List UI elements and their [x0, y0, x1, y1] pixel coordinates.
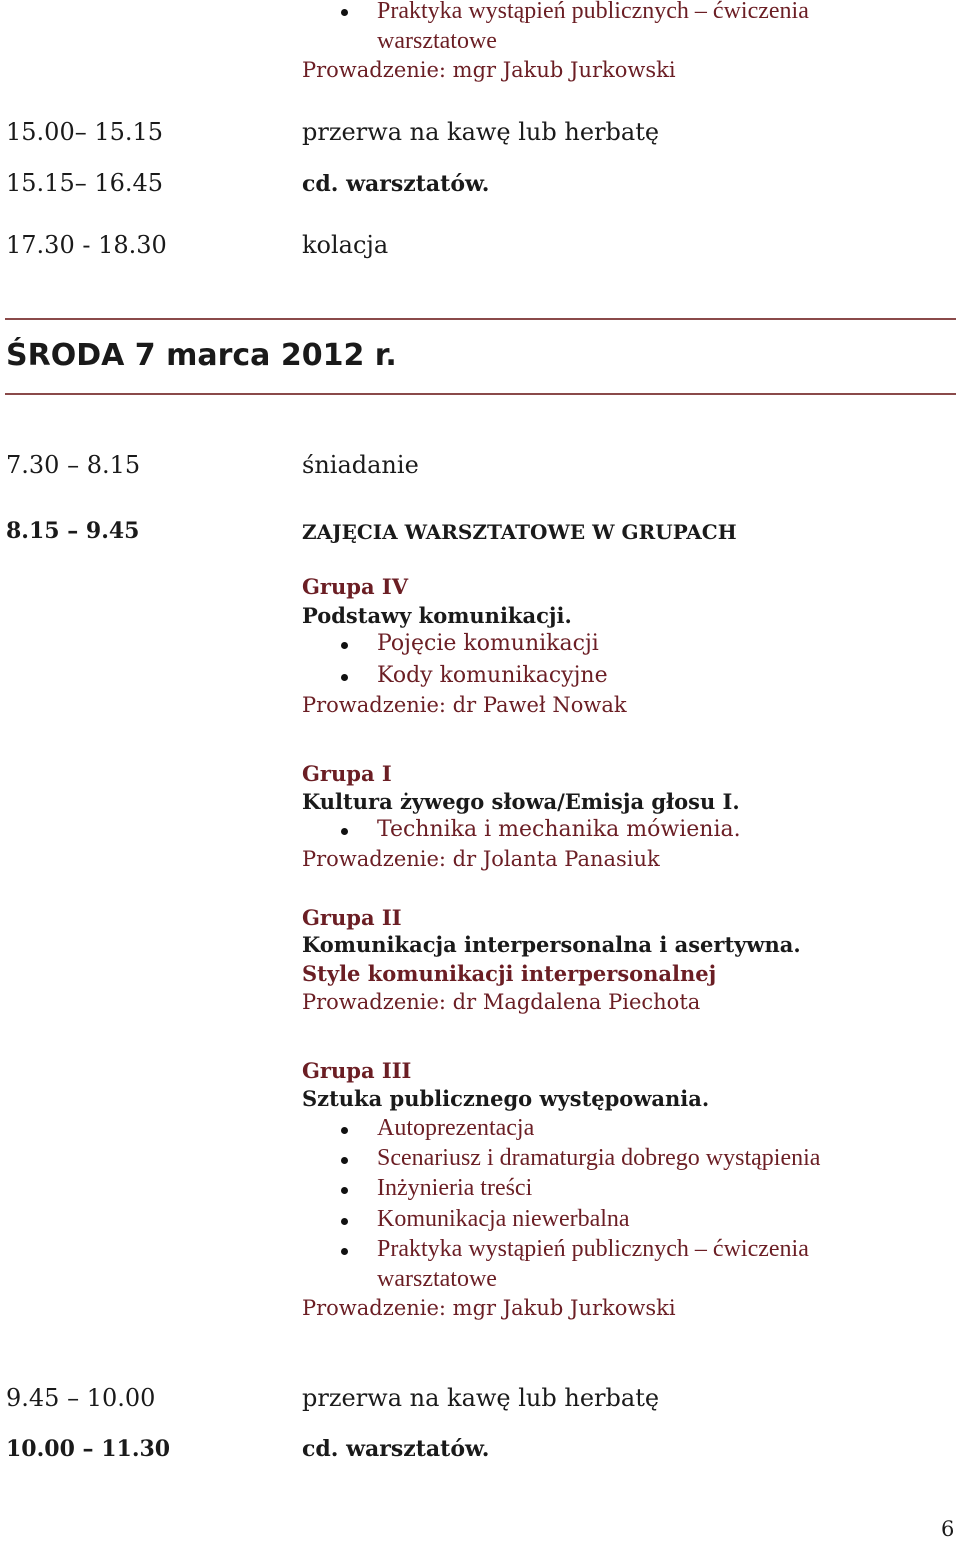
list-item-continuation: warsztatowe: [377, 28, 497, 54]
leader-text: Prowadzenie: mgr Jakub Jurkowski: [302, 1296, 676, 1320]
schedule-activity: cd. warsztatów.: [302, 1436, 490, 1462]
bullet-marker: [341, 1157, 348, 1164]
bullet-marker: [341, 1248, 348, 1255]
list-item: Praktyka wystąpień publicznych – ćwiczenia: [377, 1236, 809, 1262]
schedule-time: 7.30 – 8.15: [6, 451, 141, 479]
list-item: Scenariusz i dramaturgia dobrego wystąpienia: [377, 1145, 821, 1171]
page-number: 6: [941, 1517, 955, 1541]
schedule-activity: cd. warsztatów.: [302, 171, 490, 197]
list-item: Inżynieria treści: [377, 1175, 533, 1201]
bullet-marker: [341, 1218, 348, 1225]
group-label: Grupa IV: [302, 574, 408, 599]
group-title: Podstawy komunikacji.: [302, 603, 572, 628]
leader-text: Prowadzenie: mgr Jakub Jurkowski: [302, 58, 676, 82]
list-item: Praktyka wystąpień publicznych – ćwiczenia: [377, 0, 809, 24]
leader-text: Prowadzenie: dr Magdalena Piechota: [302, 990, 701, 1014]
bullet-marker: [341, 1127, 348, 1134]
group-title: Sztuka publicznego występowania.: [302, 1086, 710, 1111]
leader-text: Prowadzenie: dr Jolanta Panasiuk: [302, 847, 660, 871]
group-label: Grupa III: [302, 1058, 412, 1083]
schedule-time: 15.00– 15.15: [6, 118, 164, 146]
list-item: Autoprezentacja: [377, 1115, 535, 1141]
list-item: Kody komunikacyjne: [377, 663, 608, 688]
schedule-activity: przerwa na kawę lub herbatę: [302, 118, 660, 146]
group-title: Kultura żywego słowa/Emisja głosu I.: [302, 789, 740, 814]
day-heading: ŚRODA 7 marca 2012 r.: [6, 338, 397, 373]
bullet-marker: [341, 828, 348, 835]
divider-top: [5, 318, 956, 320]
bullet-marker: [341, 1187, 348, 1194]
schedule-time: 8.15 – 9.45: [6, 518, 140, 544]
schedule-time: 15.15– 16.45: [6, 169, 164, 197]
schedule-time: 10.00 – 11.30: [6, 1436, 171, 1462]
schedule-time: 17.30 - 18.30: [6, 231, 167, 259]
group-label: Grupa II: [302, 905, 402, 930]
group-subtitle: Style komunikacji interpersonalnej: [302, 961, 717, 986]
bullet-marker: [341, 642, 348, 649]
bullet-marker: [341, 674, 348, 681]
list-item-continuation: warsztatowe: [377, 1266, 497, 1292]
schedule-activity: przerwa na kawę lub herbatę: [302, 1384, 660, 1412]
group-label: Grupa I: [302, 761, 392, 786]
schedule-time: 9.45 – 10.00: [6, 1384, 156, 1412]
list-item: Komunikacja niewerbalna: [377, 1206, 630, 1232]
list-item: Pojęcie komunikacji: [377, 631, 599, 656]
divider-bottom: [5, 393, 956, 395]
bullet-marker: [341, 9, 348, 16]
schedule-activity: kolacja: [302, 231, 389, 259]
schedule-activity: śniadanie: [302, 451, 419, 479]
group-title: Komunikacja interpersonalna i asertywna.: [302, 932, 801, 957]
leader-text: Prowadzenie: dr Paweł Nowak: [302, 693, 627, 717]
session-heading: ZAJĘCIA WARSZTATOWE W GRUPACH: [302, 520, 737, 544]
list-item: Technika i mechanika mówienia.: [377, 817, 741, 842]
